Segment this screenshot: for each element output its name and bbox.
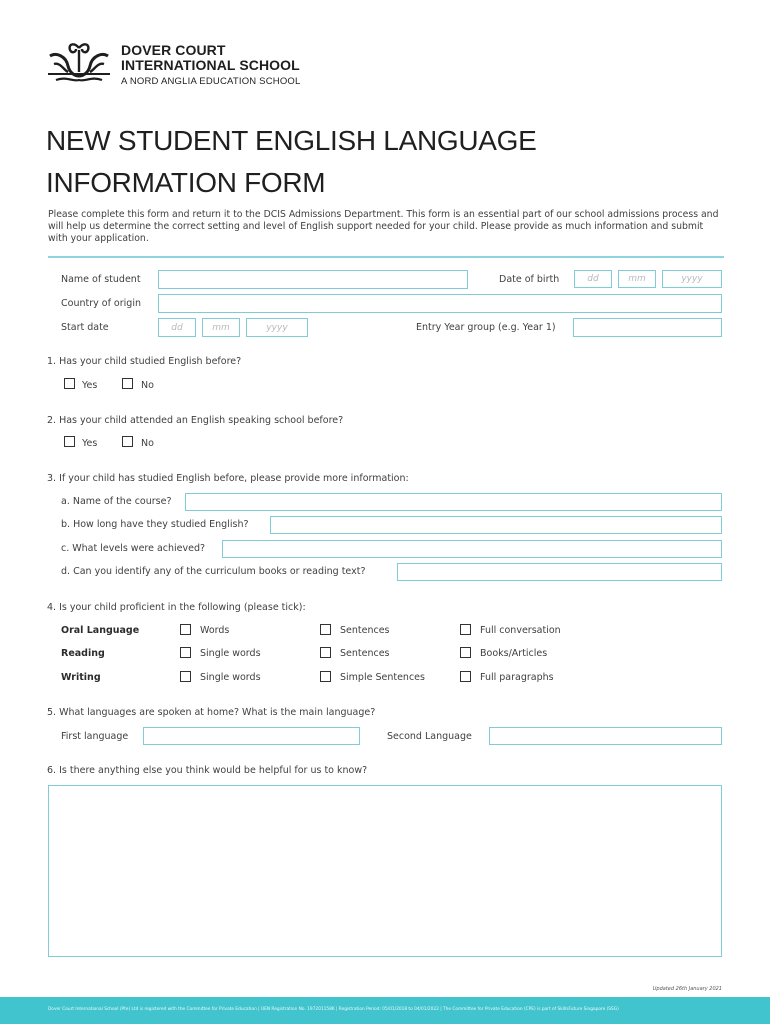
q3b-label: b. How long have they studied English?: [61, 519, 249, 530]
oral-conversation-checkbox[interactable]: [460, 624, 471, 635]
q2-no-label: No: [141, 438, 154, 449]
study-duration-field[interactable]: [270, 516, 722, 534]
divider: [48, 256, 724, 258]
intro-text: Please complete this form and return it to the DCIS Admissions Department. This form is an essential part of our school admissions process and will help us determine the correct setting and level of English support needed for your child. Please provide as much information and submit with your application.: [48, 209, 719, 244]
question-5: 5. What languages are spoken at home? What is the main language?: [47, 707, 376, 718]
oral-words-label: Words: [200, 625, 230, 636]
country-label: Country of origin: [61, 298, 141, 309]
oral-words-checkbox[interactable]: [180, 624, 191, 635]
reading-words-label: Single words: [200, 648, 261, 659]
start-month-field[interactable]: mm: [202, 318, 240, 337]
dob-label: Date of birth: [499, 274, 560, 285]
start-year-field[interactable]: yyyy: [246, 318, 308, 337]
q1-yes-label: Yes: [82, 380, 98, 391]
country-field[interactable]: [158, 294, 722, 313]
year-group-label: Entry Year group (e.g. Year 1): [416, 322, 556, 333]
reading-sentences-checkbox[interactable]: [320, 647, 331, 658]
q2-no-checkbox[interactable]: [122, 436, 133, 447]
writing-label: Writing: [61, 672, 101, 683]
q2-yes-label: Yes: [82, 438, 98, 449]
updated-date: Updated 26th January 2021: [652, 986, 722, 992]
footer-text: Dover Court International School (Pte) Ltd is registered with the Committee for Private Education | UEN Registration No. 197201158K | Registration Period: 05/01/2018 to 04/01/2022 | The Committee for Private Education (CPE) is part of SkillsFuture Singapore (SSG): [48, 1007, 619, 1012]
school-logo: [46, 40, 326, 90]
writing-paragraphs-checkbox[interactable]: [460, 671, 471, 682]
question-1: 1. Has your child studied English before?: [47, 356, 242, 367]
q2-yes-checkbox[interactable]: [64, 436, 75, 447]
question-2: 2. Has your child attended an English speaking school before?: [47, 415, 344, 426]
additional-info-textarea[interactable]: [48, 785, 722, 957]
school-name-line2: INTERNATIONAL SCHOOL: [121, 57, 300, 73]
question-3: 3. If your child has studied English before, please provide more information:: [47, 473, 409, 484]
course-name-field[interactable]: [185, 493, 722, 511]
q3d-label: d. Can you identify any of the curriculum books or reading text?: [61, 566, 366, 577]
writing-words-label: Single words: [200, 672, 261, 683]
first-language-field[interactable]: [143, 727, 360, 745]
writing-sentences-label: Simple Sentences: [340, 672, 425, 683]
dob-year-field[interactable]: yyyy: [662, 270, 722, 288]
form-title: [46, 120, 537, 204]
start-day-field[interactable]: dd: [158, 318, 196, 337]
curriculum-books-field[interactable]: [397, 563, 722, 581]
dob-month-field[interactable]: mm: [618, 270, 656, 288]
writing-words-checkbox[interactable]: [180, 671, 191, 682]
oral-sentences-label: Sentences: [340, 625, 390, 636]
name-label: Name of student: [61, 274, 141, 285]
school-name: [121, 43, 300, 73]
q3a-label: a. Name of the course?: [61, 496, 172, 507]
second-language-label: Second Language: [387, 731, 472, 742]
school-name-line1: DOVER COURT: [121, 42, 226, 58]
q1-no-label: No: [141, 380, 154, 391]
form-title-line1: NEW STUDENT ENGLISH LANGUAGE: [46, 125, 537, 156]
question-4: 4. Is your child proficient in the following (please tick):: [47, 602, 306, 613]
first-language-label: First language: [61, 731, 129, 742]
reading-label: Reading: [61, 648, 105, 659]
reading-words-checkbox[interactable]: [180, 647, 191, 658]
reading-books-label: Books/Articles: [480, 648, 548, 659]
school-subtitle: A NORD ANGLIA EDUCATION SCHOOL: [121, 76, 301, 87]
writing-sentences-checkbox[interactable]: [320, 671, 331, 682]
year-group-field[interactable]: [573, 318, 722, 337]
oral-sentences-checkbox[interactable]: [320, 624, 331, 635]
reading-books-checkbox[interactable]: [460, 647, 471, 658]
oral-language-label: Oral Language: [61, 625, 140, 636]
q1-no-checkbox[interactable]: [122, 378, 133, 389]
question-6: 6. Is there anything else you think would be helpful for us to know?: [47, 765, 368, 776]
start-date-label: Start date: [61, 322, 109, 333]
q1-yes-checkbox[interactable]: [64, 378, 75, 389]
student-name-field[interactable]: [158, 270, 468, 289]
oral-conversation-label: Full conversation: [480, 625, 561, 636]
form-title-line2: INFORMATION FORM: [46, 167, 326, 198]
levels-field[interactable]: [222, 540, 722, 558]
dob-day-field[interactable]: dd: [574, 270, 612, 288]
q3c-label: c. What levels were achieved?: [61, 543, 206, 554]
writing-paragraphs-label: Full paragraphs: [480, 672, 554, 683]
reading-sentences-label: Sentences: [340, 648, 390, 659]
second-language-field[interactable]: [489, 727, 722, 745]
crest-icon: [46, 42, 112, 86]
